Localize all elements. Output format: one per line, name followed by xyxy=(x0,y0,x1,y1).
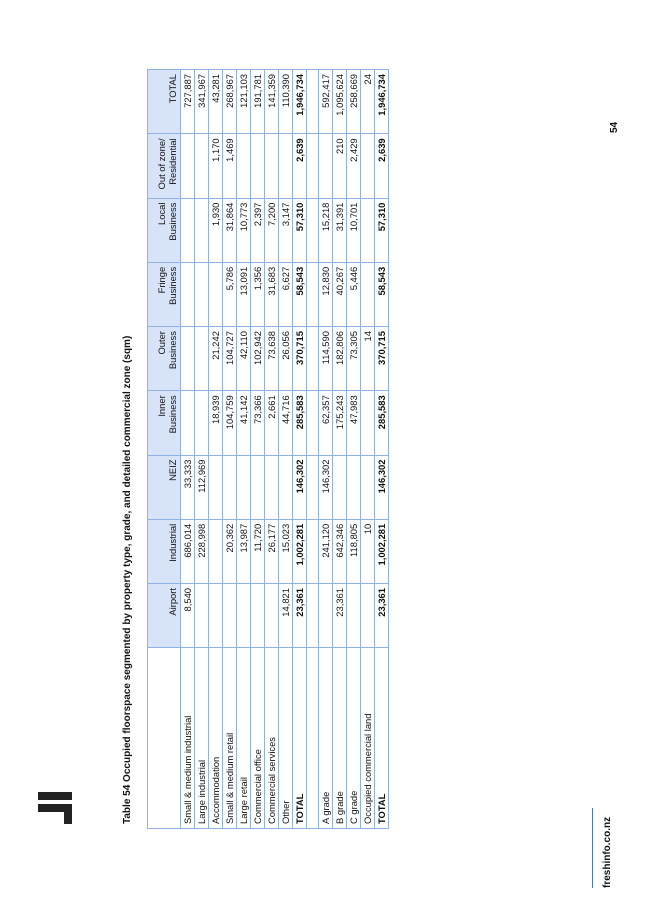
table-cell: 1,170 xyxy=(209,134,223,198)
table-cell: 57,310 xyxy=(293,198,307,262)
row-label: Commercial services xyxy=(265,648,279,829)
table-cell xyxy=(319,134,333,198)
table-cell: 370,715 xyxy=(293,327,307,391)
table-cell xyxy=(209,584,223,648)
table-cell: 31,864 xyxy=(223,198,237,262)
total-row xyxy=(375,70,389,829)
table-cell xyxy=(361,262,375,326)
table-cell: 1,002,281 xyxy=(375,519,389,583)
table-cell: 146,302 xyxy=(319,455,333,519)
table-cell xyxy=(361,391,375,455)
table-cell: 2,639 xyxy=(293,134,307,198)
table-cell: 73,638 xyxy=(265,327,279,391)
empty-cell xyxy=(307,198,319,262)
table-cell xyxy=(181,262,195,326)
table-cell: 2,429 xyxy=(347,134,361,198)
header-total: TOTAL xyxy=(148,70,181,134)
table-cell: 1,930 xyxy=(209,198,223,262)
table-cell xyxy=(237,134,251,198)
table-cell: 268,967 xyxy=(223,70,237,134)
table-cell: 2,397 xyxy=(251,198,265,262)
table-cell xyxy=(195,262,209,326)
table-cell: 1,946,734 xyxy=(375,70,389,134)
table-cell xyxy=(279,134,293,198)
table-cell: 40,267 xyxy=(333,262,347,326)
table-cell: 14,821 xyxy=(279,584,293,648)
table-cell xyxy=(237,584,251,648)
table-cell: 370,715 xyxy=(375,327,389,391)
table-cell: 14 xyxy=(361,327,375,391)
table-cell xyxy=(195,584,209,648)
table-cell xyxy=(251,134,265,198)
table-cell: 58,543 xyxy=(293,262,307,326)
table-cell: 26,177 xyxy=(265,519,279,583)
table-cell xyxy=(265,455,279,519)
table-row xyxy=(195,70,209,829)
table-row xyxy=(347,70,361,829)
table-cell: 15,023 xyxy=(279,519,293,583)
header-industrial: Industrial xyxy=(148,519,181,583)
table-caption: Table 54 Occupied floorspace segmented by property type, grade, and detailed commercial zone (sqm) xyxy=(122,335,133,824)
empty-cell xyxy=(307,70,319,134)
header-fringe-business: Fringe Business xyxy=(148,262,181,326)
row-label: B grade xyxy=(333,648,347,829)
row-label: TOTAL xyxy=(293,648,307,829)
header-corner xyxy=(148,648,181,829)
table-cell xyxy=(195,327,209,391)
table-cell: 3,147 xyxy=(279,198,293,262)
table-cell: 33,333 xyxy=(181,455,195,519)
table-cell: 727,887 xyxy=(181,70,195,134)
total-row xyxy=(293,70,307,829)
row-label: A grade xyxy=(319,648,333,829)
empty-cell xyxy=(307,455,319,519)
table-cell xyxy=(251,584,265,648)
footer-rule xyxy=(592,808,593,888)
empty-cell xyxy=(307,519,319,583)
table-cell: 228,998 xyxy=(195,519,209,583)
table-cell: 26,056 xyxy=(279,327,293,391)
table-cell: 104,759 xyxy=(223,391,237,455)
table-cell xyxy=(223,455,237,519)
table-cell: 2,661 xyxy=(265,391,279,455)
table-cell: 62,357 xyxy=(319,391,333,455)
row-label: Large industrial xyxy=(195,648,209,829)
table-row xyxy=(279,70,293,829)
table-cell: 21,242 xyxy=(209,327,223,391)
table-cell: 47,983 xyxy=(347,391,361,455)
table-cell xyxy=(181,327,195,391)
header-inner-business: Inner Business xyxy=(148,391,181,455)
table-block xyxy=(121,69,389,829)
table-cell: 10 xyxy=(361,519,375,583)
header-airport: Airport xyxy=(148,584,181,648)
table-cell: 642,346 xyxy=(333,519,347,583)
table-cell: 285,583 xyxy=(293,391,307,455)
table-cell: 15,218 xyxy=(319,198,333,262)
table-cell: 1,002,281 xyxy=(293,519,307,583)
table-cell: 1,095,624 xyxy=(333,70,347,134)
table-cell: 24 xyxy=(361,70,375,134)
table-cell: 23,361 xyxy=(375,584,389,648)
table-cell: 182,806 xyxy=(333,327,347,391)
table-cell: 43,281 xyxy=(209,70,223,134)
empty-cell xyxy=(307,391,319,455)
table-cell xyxy=(361,455,375,519)
spacer-row xyxy=(307,70,319,829)
table-cell: 1,356 xyxy=(251,262,265,326)
table-cell: 5,446 xyxy=(347,262,361,326)
row-label: Large retail xyxy=(237,648,251,829)
page-number: 54 xyxy=(609,121,620,133)
table-cell: 146,302 xyxy=(375,455,389,519)
empty-cell xyxy=(307,262,319,326)
table-cell xyxy=(265,584,279,648)
table-cell: 118,805 xyxy=(347,519,361,583)
table-cell xyxy=(265,134,279,198)
row-label: Small & medium industrial xyxy=(181,648,195,829)
table-cell xyxy=(195,198,209,262)
footer-site: freshinfo.co.nz xyxy=(602,816,613,888)
table-cell: 13,091 xyxy=(237,262,251,326)
table-row xyxy=(361,70,375,829)
table-cell: 341,967 xyxy=(195,70,209,134)
table-cell: 10,701 xyxy=(347,198,361,262)
row-label: Small & medium retail xyxy=(223,648,237,829)
table-cell: 12,830 xyxy=(319,262,333,326)
table-cell: 23,361 xyxy=(333,584,347,648)
table-cell xyxy=(181,198,195,262)
table-cell xyxy=(361,584,375,648)
table-cell: 5,786 xyxy=(223,262,237,326)
table-cell xyxy=(209,262,223,326)
table-cell: 146,302 xyxy=(293,455,307,519)
table-cell: 7,200 xyxy=(265,198,279,262)
table-cell xyxy=(223,584,237,648)
table-cell: 2,639 xyxy=(375,134,389,198)
table-cell xyxy=(237,455,251,519)
table-cell: 11,720 xyxy=(251,519,265,583)
table-cell xyxy=(181,134,195,198)
header-neiz: NEIZ xyxy=(148,455,181,519)
table-cell: 110,390 xyxy=(279,70,293,134)
table-cell xyxy=(319,584,333,648)
table-cell: 592,417 xyxy=(319,70,333,134)
table-cell xyxy=(251,455,265,519)
header-outer-business: Outer Business xyxy=(148,327,181,391)
fresh-info-logo-icon xyxy=(38,792,72,824)
table-cell: 285,583 xyxy=(375,391,389,455)
table-cell: 191,781 xyxy=(251,70,265,134)
row-label: Accommodation xyxy=(209,648,223,829)
table-row xyxy=(333,70,347,829)
table-cell xyxy=(361,198,375,262)
table-cell: 23,361 xyxy=(293,584,307,648)
empty-cell xyxy=(307,584,319,648)
header-local-business: Local Business xyxy=(148,198,181,262)
table-row xyxy=(237,70,251,829)
table-cell xyxy=(361,134,375,198)
table-cell: 10,773 xyxy=(237,198,251,262)
table-row xyxy=(265,70,279,829)
row-label: Other xyxy=(279,648,293,829)
table-cell: 175,243 xyxy=(333,391,347,455)
table-cell: 258,669 xyxy=(347,70,361,134)
table-cell xyxy=(209,519,223,583)
header-out-of-zone: Out of zone/ Residential xyxy=(148,134,181,198)
table-cell xyxy=(347,455,361,519)
table-cell: 20,362 xyxy=(223,519,237,583)
table-cell: 41,142 xyxy=(237,391,251,455)
empty-cell xyxy=(307,648,319,829)
table-cell xyxy=(279,455,293,519)
table-cell xyxy=(333,455,347,519)
empty-cell xyxy=(307,134,319,198)
table-cell: 114,590 xyxy=(319,327,333,391)
table-cell: 57,310 xyxy=(375,198,389,262)
table-cell: 42,110 xyxy=(237,327,251,391)
table-cell: 73,366 xyxy=(251,391,265,455)
table-cell: 13,987 xyxy=(237,519,251,583)
table-cell: 1,946,734 xyxy=(293,70,307,134)
table-row xyxy=(319,70,333,829)
row-label: TOTAL xyxy=(375,648,389,829)
table-cell: 44,716 xyxy=(279,391,293,455)
row-label: C grade xyxy=(347,648,361,829)
table-row xyxy=(209,70,223,829)
table-cell: 686,014 xyxy=(181,519,195,583)
table-cell xyxy=(347,584,361,648)
empty-cell xyxy=(307,327,319,391)
floorspace-table xyxy=(147,69,389,829)
table-cell: 112,969 xyxy=(195,455,209,519)
table-cell: 31,683 xyxy=(265,262,279,326)
table-cell: 1,469 xyxy=(223,134,237,198)
table-cell xyxy=(195,391,209,455)
table-cell: 210 xyxy=(333,134,347,198)
table-cell: 73,305 xyxy=(347,327,361,391)
table-cell: 58,543 xyxy=(375,262,389,326)
table-row xyxy=(223,70,237,829)
table-cell xyxy=(195,134,209,198)
table-cell: 6,627 xyxy=(279,262,293,326)
table-cell: 241,120 xyxy=(319,519,333,583)
table-cell: 121,103 xyxy=(237,70,251,134)
table-cell: 18,939 xyxy=(209,391,223,455)
table-cell: 104,727 xyxy=(223,327,237,391)
table-row xyxy=(181,70,195,829)
table-cell: 141,359 xyxy=(265,70,279,134)
table-row xyxy=(251,70,265,829)
table-cell: 102,942 xyxy=(251,327,265,391)
table-cell xyxy=(181,391,195,455)
table-cell: 31,391 xyxy=(333,198,347,262)
header-row xyxy=(148,70,181,829)
table-cell xyxy=(209,455,223,519)
row-label: Occupied commercial land xyxy=(361,648,375,829)
table-cell: 8,540 xyxy=(181,584,195,648)
row-label: Commercial office xyxy=(251,648,265,829)
